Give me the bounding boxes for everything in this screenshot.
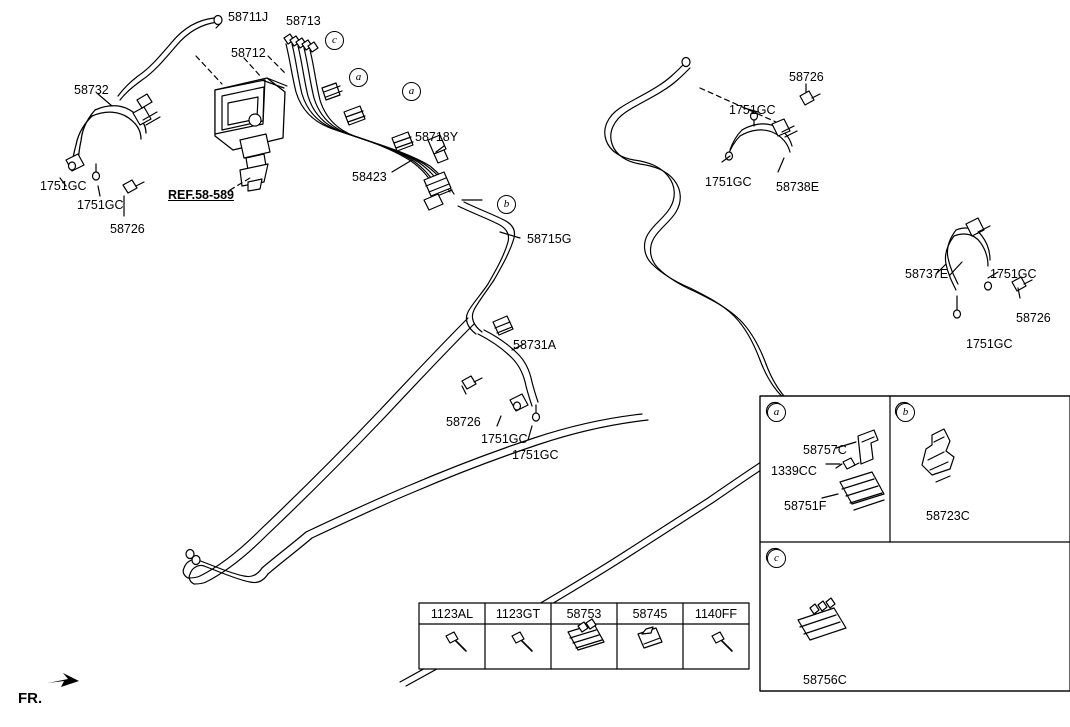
callout-1751gc-mid-a: 1751GC xyxy=(481,432,528,446)
callout-1751gc-right-bot-a: 1751GC xyxy=(990,267,1037,281)
callout-58711J: 58711J xyxy=(228,10,269,24)
callout-1751gc-left-b: 1751GC xyxy=(77,198,124,212)
reference-label: REF.58-589 xyxy=(168,188,235,202)
callout-58726-right-bot: 58726 xyxy=(1016,311,1051,325)
marker-a-lower: a xyxy=(402,82,421,101)
marker-b-mid: b xyxy=(497,195,516,214)
callout-58726-mid: 58726 xyxy=(446,415,481,429)
front-direction-label: FR. xyxy=(18,690,43,707)
callout-58737E: 58737E xyxy=(905,267,949,281)
table-header-1123AL: 1123AL xyxy=(430,607,474,621)
panel-letter-c: c xyxy=(767,549,786,568)
callout-58726-left: 58726 xyxy=(110,222,145,236)
callout-58731A: 58731A xyxy=(513,338,557,352)
callout-58713: 58713 xyxy=(286,14,321,28)
callout-1751gc-mid-b: 1751GC xyxy=(512,448,559,462)
callout-1751gc-right-bot-b: 1751GC xyxy=(966,337,1013,351)
table-header-1123GT: 1123GT xyxy=(495,607,541,621)
marker-a-upper: a xyxy=(349,68,368,87)
panel-c-part-58756C: 58756C xyxy=(803,673,847,687)
panel-letter-a: a xyxy=(767,403,786,422)
callout-58732: 58732 xyxy=(74,83,109,97)
table-header-58753: 58753 xyxy=(566,607,602,621)
callout-58423: 58423 xyxy=(352,170,387,184)
panel-a-part-1339CC: 1339CC xyxy=(771,464,817,478)
callout-58726-right-top: 58726 xyxy=(789,70,824,84)
panel-a-part-58751F: 58751F xyxy=(784,499,827,513)
panel-a-part-58757C: 58757C xyxy=(803,443,847,457)
callout-58715G: 58715G xyxy=(527,232,572,246)
callout-1751gc-right-top-b: 1751GC xyxy=(705,175,752,189)
callout-58712: 58712 xyxy=(231,46,266,60)
callout-1751gc-right-top-a: 1751GC xyxy=(729,103,776,117)
callout-58718Y: 58718Y xyxy=(415,130,459,144)
panel-b-part-58723C: 58723C xyxy=(926,509,970,523)
table-header-1140FF: 1140FF xyxy=(694,607,738,621)
callout-58738E: 58738E xyxy=(776,180,820,194)
panel-letter-b: b xyxy=(896,403,915,422)
callout-1751gc-left-a: 1751GC xyxy=(40,179,87,193)
table-header-58745: 58745 xyxy=(632,607,668,621)
marker-c-top: c xyxy=(325,31,344,50)
